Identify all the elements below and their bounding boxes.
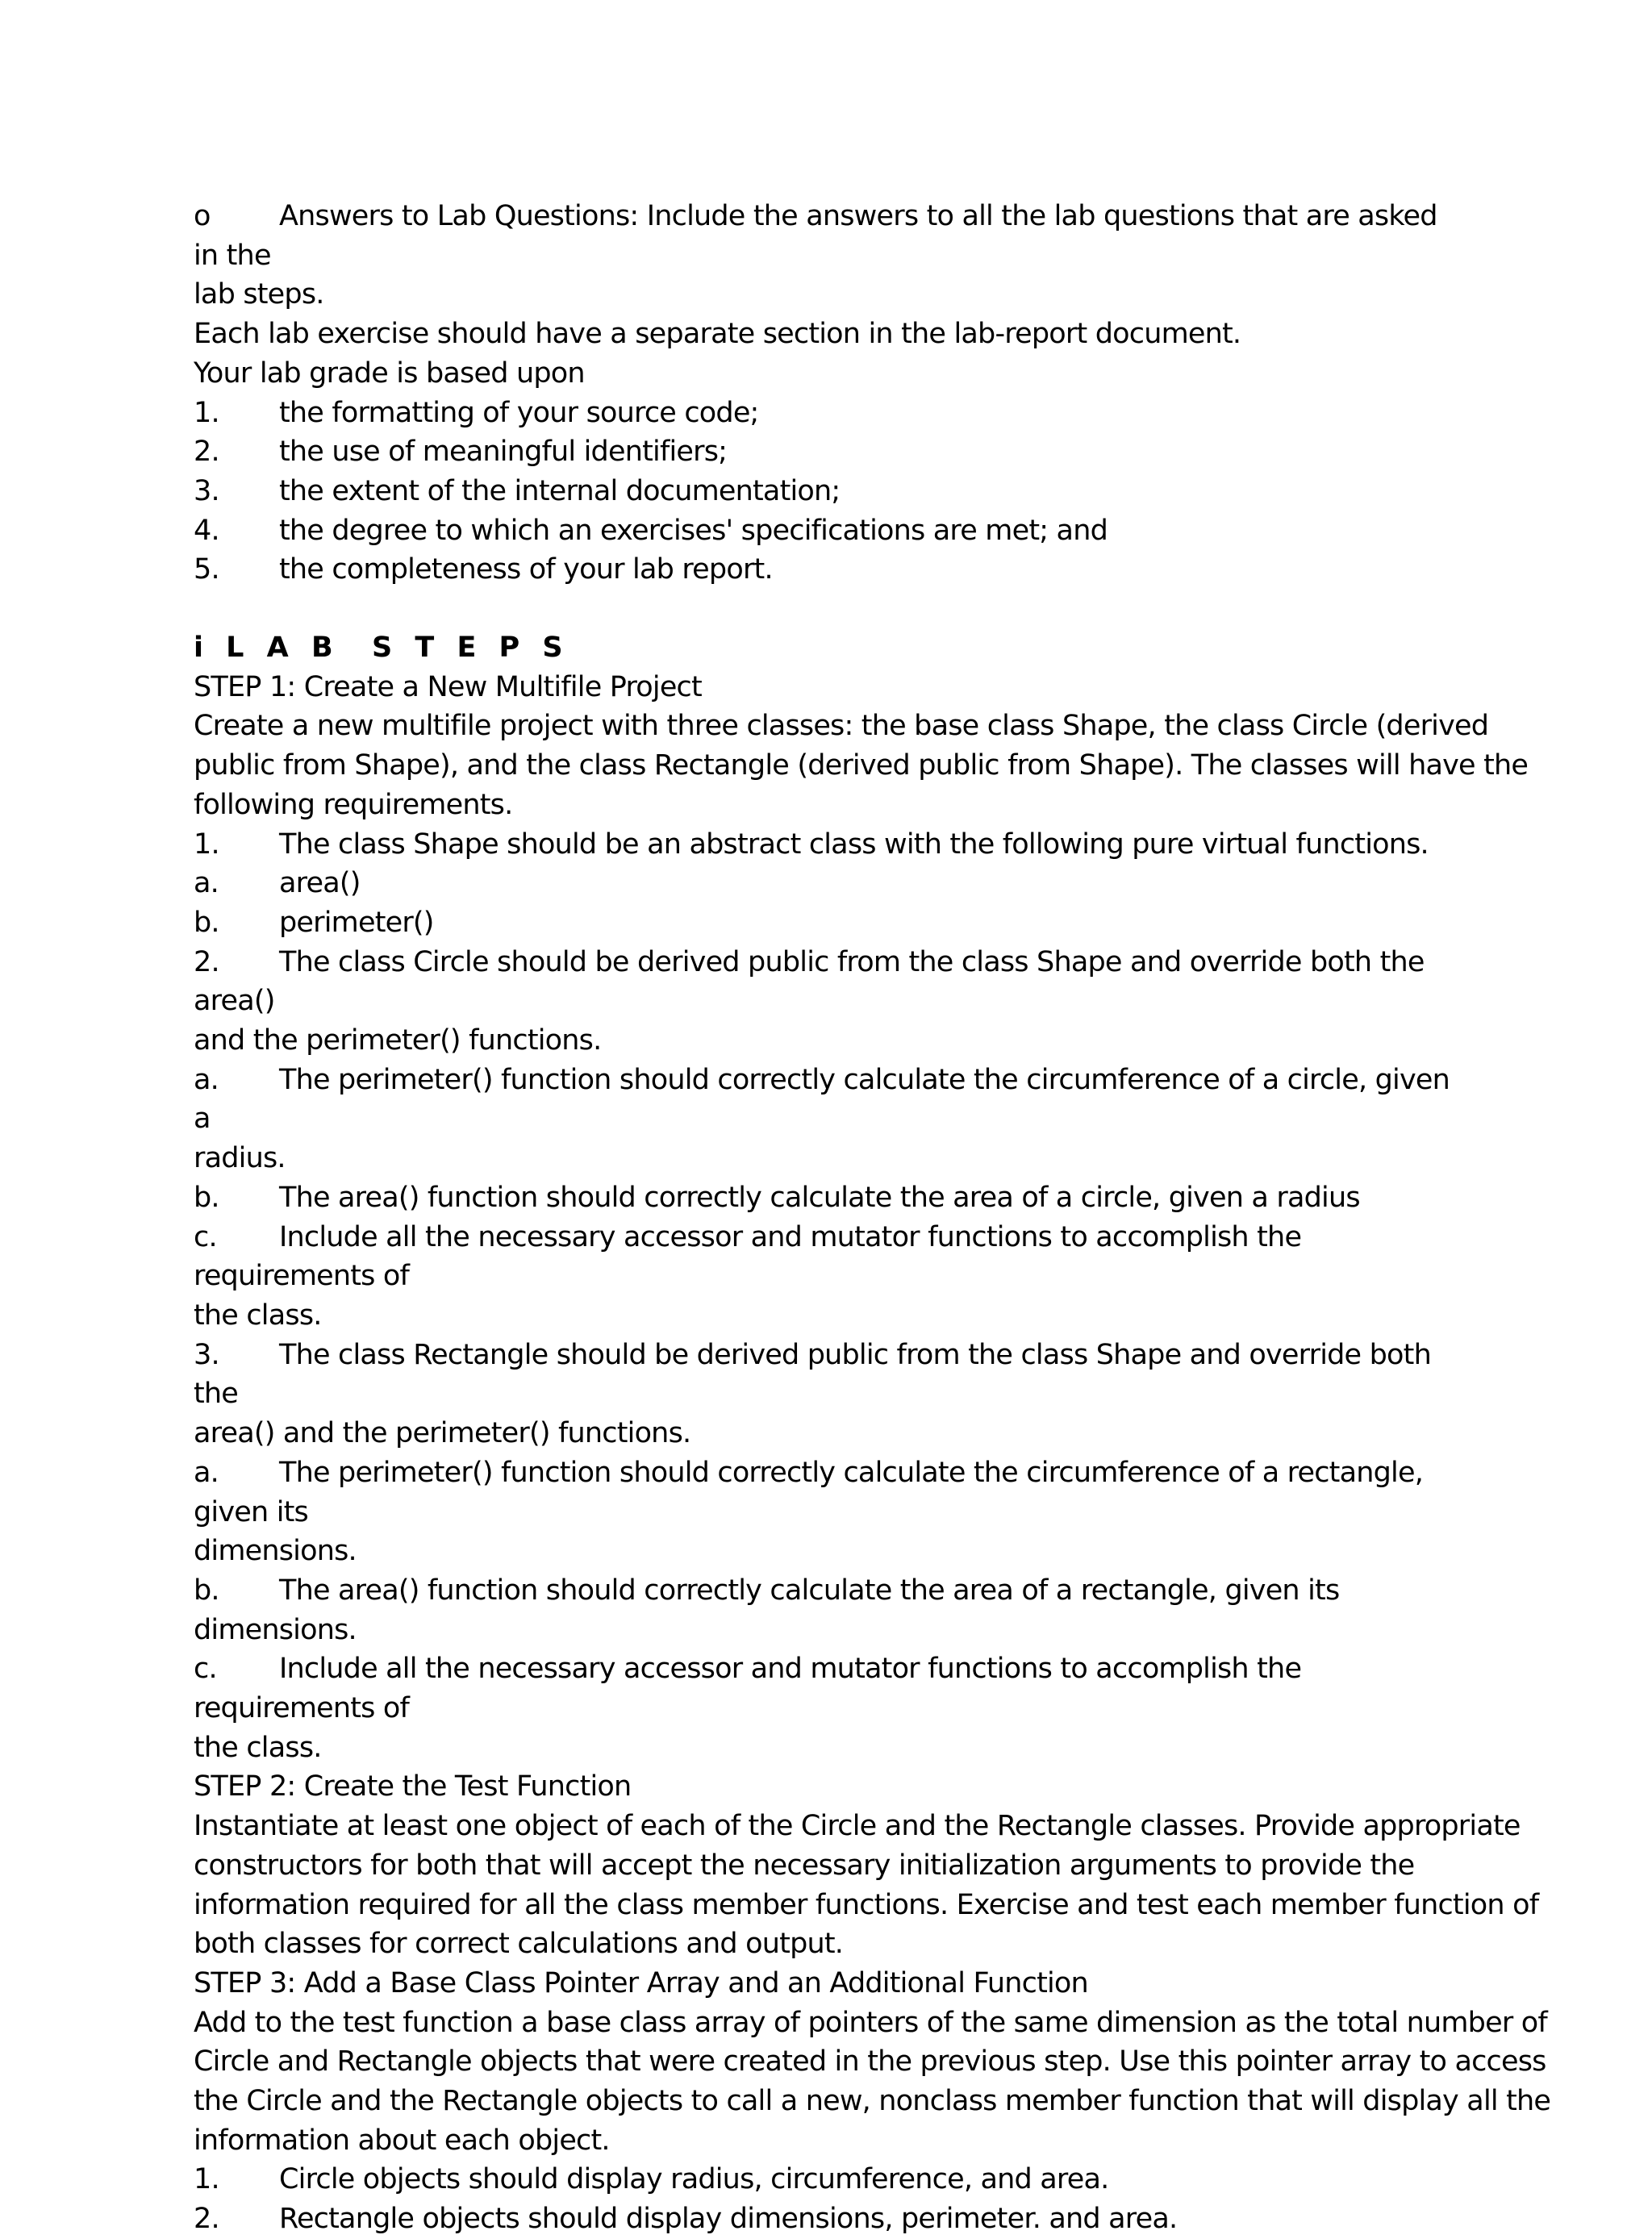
step3-title: STEP 3: Add a Base Class Pointer Array and an Additional Function (194, 1966, 1088, 1999)
list-item-text: The class Rectangle should be derived public from the class Shape and override both the (194, 1338, 1431, 1411)
step2-title: STEP 2: Create the Test Function (194, 1770, 632, 1803)
list-item-text: The perimeter() function should correctly calculate the circumference of a circle, given a (194, 1063, 1450, 1136)
requirement-item (194, 1336, 1460, 1414)
step3-paragraph-line: the Circle and the Rectangle objects to call a new, nonclass member function that will display all the (194, 2085, 1551, 2118)
step2-paragraph-line: constructors for both that will accept the necessary initialization arguments to provide the (194, 1849, 1415, 1882)
list-item-text: Rectangle objects should display dimensions, perimeter. and area. (279, 2203, 1178, 2236)
list-item-continuation: the class. (194, 1299, 322, 1332)
list-item-text: perimeter() (279, 906, 434, 939)
answers-item (194, 197, 1460, 275)
spacer (194, 590, 1460, 628)
list-marker: o (194, 200, 211, 232)
requirement-subitem (194, 1178, 1460, 1218)
step1-paragraph-line: following requirements. (194, 788, 513, 821)
list-marker: 2. (194, 2203, 219, 2236)
list-item-text: Include all the necessary accessor and mutator functions to accomplish the requirements of (194, 1653, 1302, 1725)
requirement-item (194, 825, 1460, 865)
list-marker: a. (194, 1063, 219, 1096)
list-item-continuation: the class. (194, 1731, 322, 1764)
requirement-subitem (194, 1649, 1460, 1728)
list-item-text: Include all the necessary accessor and mutator functions to accomplish the requirements of (194, 1220, 1302, 1293)
requirement-subitem (194, 1453, 1460, 1532)
list-item-text: area() (279, 867, 361, 900)
display-item (194, 2160, 1460, 2199)
requirement-subitem (194, 1571, 1460, 1649)
step3-paragraph-line: Add to the test function a base class array of pointers of the same dimension as the total number of (194, 2006, 1547, 2039)
list-item-continuation: lab steps. (194, 278, 324, 311)
grade-item (194, 394, 1460, 433)
list-item-continuation: radius. (194, 1142, 286, 1175)
list-item-continuation: dimensions. (194, 1535, 357, 1568)
list-marker: 1. (194, 828, 219, 861)
requirement-subitem (194, 1218, 1460, 1296)
list-marker: 1. (194, 2163, 219, 2196)
list-marker: b. (194, 1181, 219, 1214)
list-item-text: the formatting of your source code; (279, 396, 759, 429)
step1-paragraph-line: public from Shape), and the class Rectangle (derived public from Shape). The classes will have the (194, 749, 1529, 782)
list-marker: b. (194, 1574, 219, 1607)
list-marker: c. (194, 1220, 217, 1253)
list-marker: a. (194, 867, 219, 900)
list-item-text: The area() function should correctly calculate the area of a rectangle, given its dimensions. (194, 1574, 1340, 1646)
requirement-subitem (194, 903, 1460, 943)
list-item-text: The perimeter() function should correctly calculate the circumference of a rectangle, given its (194, 1456, 1424, 1528)
requirement-item (194, 943, 1460, 1021)
display-item (194, 2199, 1460, 2239)
step3-paragraph-line: information about each object. (194, 2124, 610, 2157)
step2-paragraph-line: both classes for correct calculations and output. (194, 1928, 844, 1961)
paragraph-grade-intro: Your lab grade is based upon (194, 356, 585, 390)
paragraph-separate-section: Each lab exercise should have a separate section in the lab-report document. (194, 318, 1241, 351)
step2-paragraph-line: information required for all the class member functions. Exercise and test each member function of (194, 1888, 1539, 1921)
list-marker: c. (194, 1653, 217, 1686)
requirement-subitem (194, 864, 1460, 903)
grade-item (194, 511, 1460, 551)
list-marker: a. (194, 1456, 219, 1489)
list-marker: 2. (194, 945, 219, 978)
list-item-text: The class Shape should be an abstract class with the following pure virtual functions. (279, 828, 1429, 861)
list-item-text: the extent of the internal documentation; (279, 474, 841, 507)
list-item-text: the completeness of your lab report. (279, 553, 773, 586)
step1-paragraph-line: Create a new multifile project with three classes: the base class Shape, the class Circle (derived (194, 710, 1489, 743)
document-page (194, 197, 1551, 2239)
list-marker: 3. (194, 1338, 219, 1371)
step3-paragraph-line: Circle and Rectangle objects that were created in the previous step. Use this pointer array to access (194, 2045, 1546, 2078)
grade-item (194, 472, 1460, 511)
grade-item (194, 432, 1460, 472)
list-marker: b. (194, 906, 219, 939)
list-item-text: the use of meaningful identifiers; (279, 436, 728, 469)
list-marker: 5. (194, 553, 219, 586)
list-item-text: The area() function should correctly calculate the area of a circle, given a radius (279, 1181, 1360, 1214)
list-item-continuation: and the perimeter() functions. (194, 1024, 602, 1057)
grade-item (194, 550, 1460, 590)
list-item-text: Answers to Lab Questions: Include the answers to all the lab questions that are asked in the (194, 200, 1437, 272)
step2-paragraph-line: Instantiate at least one object of each of the Circle and the Rectangle classes. Provide appropriate (194, 1810, 1521, 1843)
list-item-continuation: area() and the perimeter() functions. (194, 1417, 691, 1450)
list-marker: 1. (194, 396, 219, 429)
list-item-text: the degree to which an exercises' specifications are met; and (279, 514, 1108, 547)
lab-steps-heading: i L A B S T E P S (194, 632, 569, 665)
requirement-subitem (194, 1061, 1460, 1139)
list-marker: 3. (194, 474, 219, 507)
list-item-text: The class Circle should be derived public from the class Shape and override both the area() (194, 945, 1425, 1018)
list-marker: 2. (194, 436, 219, 469)
list-item-text: Circle objects should display radius, circumference, and area. (279, 2163, 1109, 2196)
list-marker: 4. (194, 514, 219, 547)
step1-title: STEP 1: Create a New Multifile Project (194, 670, 702, 703)
